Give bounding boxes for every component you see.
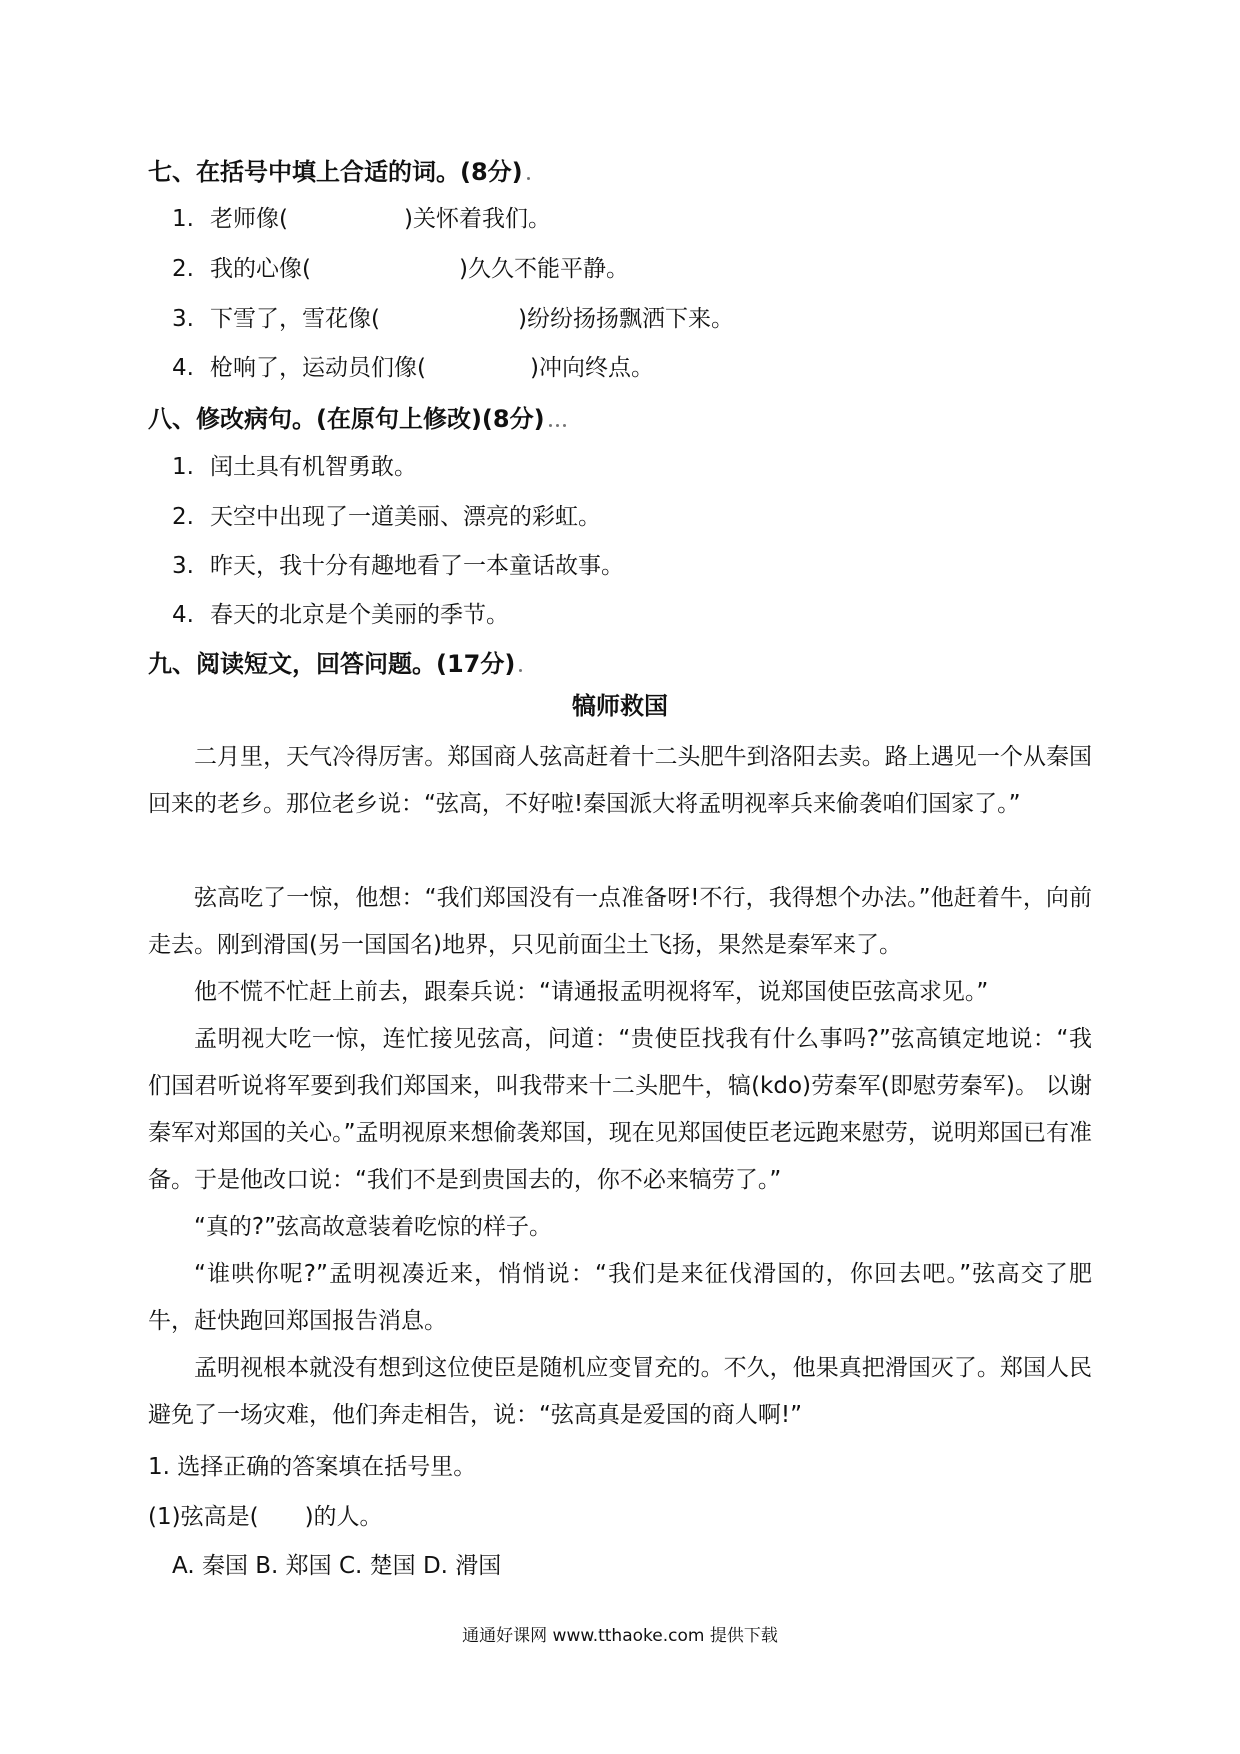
passage-title: 犒师救国 bbox=[572, 692, 668, 720]
item-number: 1. bbox=[172, 206, 194, 232]
section-9-heading bbox=[148, 649, 522, 679]
item-number: 4. bbox=[172, 602, 194, 628]
section-8-heading bbox=[148, 404, 566, 434]
item-number: 2. bbox=[172, 504, 194, 530]
item-text-after: )久久不能平静。 bbox=[458, 256, 629, 282]
item-text-before: 枪响了，运动员们像( bbox=[210, 355, 426, 381]
passage-paragraph-3: 他不慌不忙赶上前去，跟秦兵说：“请通报孟明视将军，说郑国使臣弦高求见。” bbox=[194, 979, 989, 1005]
section-8-heading-text: 八、修改病句。(在原句上修改)(8分) bbox=[148, 405, 545, 433]
section-7-heading bbox=[148, 157, 530, 187]
item-text-after: )冲向终点。 bbox=[529, 355, 654, 381]
mark-dot bbox=[519, 669, 522, 672]
item-number: 1. bbox=[172, 454, 194, 480]
section-8-item-3 bbox=[172, 551, 624, 581]
item-text-after: )关怀着我们。 bbox=[403, 206, 551, 232]
item-text: 闰土具有机智勇敢。 bbox=[210, 454, 417, 480]
answer-options: A. 秦国 B. 郑国 C. 楚国 D. 滑国 bbox=[172, 1553, 502, 1579]
passage-paragraph-2: 弦高吃了一惊，他想：“我们郑国没有一点准备呀!不行，我得想个办法。”他赶着牛，向前走去。刚到滑国(另一国国名)地界，只见前面尘土飞扬，果然是秦军来了。 bbox=[148, 885, 1092, 958]
section-8-item-2 bbox=[172, 502, 601, 532]
item-number: 3. bbox=[172, 553, 194, 579]
item-text-after: )纷纷扬扬飘洒下来。 bbox=[517, 306, 734, 332]
passage-paragraph-6: “谁哄你呢?”孟明视凑近来，悄悄说：“我们是来征伐滑国的，你回去吧。”弦高交了肥牛，赶快跑回郑国报告消息。 bbox=[148, 1261, 1092, 1334]
mark-dot bbox=[556, 424, 559, 427]
section-7-item-4 bbox=[172, 353, 654, 383]
item-number: 3. bbox=[172, 306, 194, 332]
section-9-heading-text: 九、阅读短文，回答问题。(17分) bbox=[148, 650, 516, 678]
passage-paragraph-7: 孟明视根本就没有想到这位使臣是随机应变冒充的。不久，他果真把滑国灭了。郑国人民避免了一场灾难，他们奔走相告，说：“弦高真是爱国的商人啊!” bbox=[148, 1355, 1092, 1428]
question-1: 1. 选择正确的答案填在括号里。 bbox=[148, 1454, 477, 1480]
item-text-before: 老师像( bbox=[210, 206, 288, 232]
item-text: 春天的北京是个美丽的季节。 bbox=[210, 602, 509, 628]
question-text-before: (1)弦高是( bbox=[148, 1504, 259, 1530]
section-8-item-4 bbox=[172, 600, 509, 630]
passage-paragraph-5: “真的?”弦高故意装着吃惊的样子。 bbox=[194, 1214, 553, 1240]
item-text: 天空中出现了一道美丽、漂亮的彩虹。 bbox=[210, 504, 601, 530]
mark-dot bbox=[527, 177, 530, 180]
item-number: 4. bbox=[172, 355, 194, 381]
question-text-after: )的人。 bbox=[304, 1504, 383, 1530]
mark-dot bbox=[549, 424, 552, 427]
section-7-item-1 bbox=[172, 204, 551, 234]
mark-dot bbox=[563, 424, 566, 427]
item-text-before: 我的心像( bbox=[210, 256, 311, 282]
section-7-heading-text: 七、在括号中填上合适的词。(8分) bbox=[148, 158, 523, 186]
item-text-before: 下雪了，雪花像( bbox=[210, 306, 380, 332]
item-text: 昨天，我十分有趣地看了一本童话故事。 bbox=[210, 553, 624, 579]
passage-paragraph-4: 孟明视大吃一惊，连忙接见弦高，问道：“贵使臣找我有什么事吗?”弦高镇定地说：“我们国君听说将军要到我们郑国来，叫我带来十二头肥牛，犒(kdo)劳秦军(即慰劳秦军)。 以谢秦军对郑国的关心。”孟明视原来想偷袭郑国，现在见郑国使臣老远跑来慰劳，说明郑国已有准备。于是他改口说：“我们不是到贵国去的，你不必来犒劳了。” bbox=[148, 1026, 1092, 1193]
section-7-item-2 bbox=[172, 254, 629, 284]
passage-paragraph-1: 二月里，天气冷得厉害。郑国商人弦高赶着十二头肥牛到洛阳去卖。路上遇见一个从秦国回来的老乡。那位老乡说：“弦高，不好啦!秦国派大将孟明视率兵来偷袭咱们国家了。” bbox=[148, 744, 1092, 817]
section-7-item-3 bbox=[172, 304, 734, 334]
footer-credit: 通通好课网 www.tthaoke.com 提供下载 bbox=[462, 1626, 778, 1646]
item-number: 2. bbox=[172, 256, 194, 282]
section-8-item-1 bbox=[172, 452, 417, 482]
question-1-1 bbox=[148, 1502, 383, 1532]
